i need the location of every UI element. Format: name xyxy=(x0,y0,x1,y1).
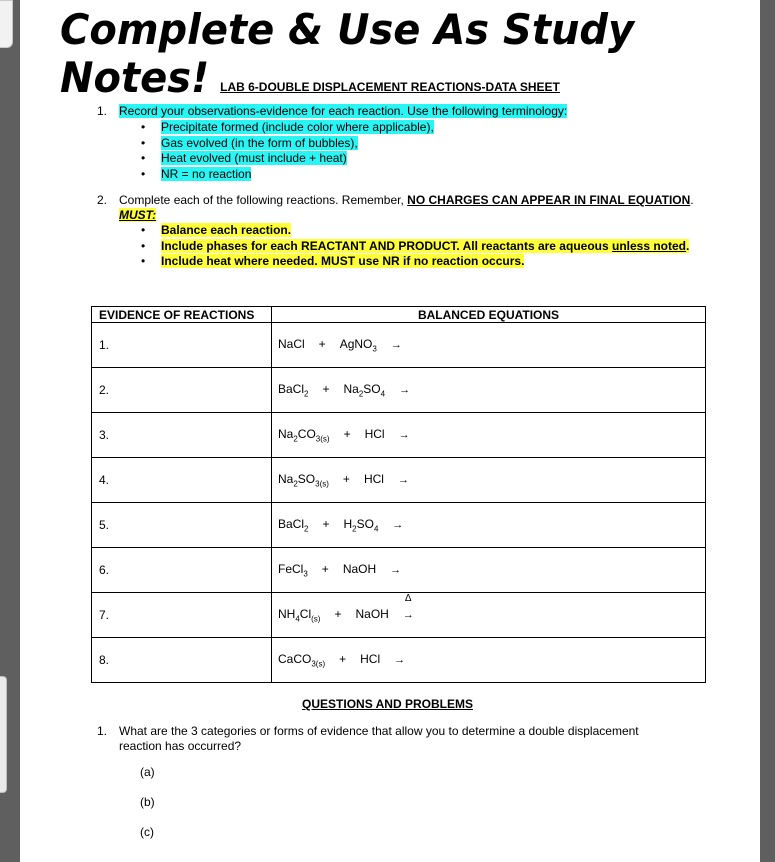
handwritten-heading: Complete & Use As Study Notes! xyxy=(60,6,635,103)
formula-part: NaOH xyxy=(355,606,389,621)
evidence-cell[interactable] xyxy=(92,413,272,458)
equation-cell[interactable] xyxy=(272,593,706,638)
formula-part: SO xyxy=(297,471,316,486)
formula-part: 2 xyxy=(352,524,357,534)
equation-cell[interactable] xyxy=(272,548,706,593)
formula-part: Na xyxy=(343,381,359,396)
header-evidence: EVIDENCE OF REACTIONS xyxy=(92,307,272,323)
table-row xyxy=(92,368,706,413)
instruction1-bullet-1: Precipitate formed (include color where applicable), xyxy=(161,120,434,134)
formula-part: 2 xyxy=(293,434,298,444)
formula-part: HCl xyxy=(360,651,381,666)
equation-cell[interactable] xyxy=(272,638,706,683)
row-number: 2. xyxy=(99,383,110,397)
formula-part: BaCl xyxy=(278,516,305,531)
equation-cell[interactable] xyxy=(272,323,706,368)
table-row xyxy=(92,413,706,458)
table-row xyxy=(92,638,706,683)
q1-line-2: reaction has occurred? xyxy=(119,739,242,753)
arrow-icon: → xyxy=(390,563,402,576)
left-scroll-handle[interactable] xyxy=(0,676,7,793)
row-number: 6. xyxy=(99,563,110,577)
instruction2-bullet-3: Include heat where needed. MUST use NR if no reaction occurs. xyxy=(161,254,525,268)
formula-part xyxy=(402,592,414,621)
formula-part: 2 xyxy=(304,389,309,399)
plus-sign: + xyxy=(321,561,329,576)
arrow-icon: → xyxy=(397,473,409,486)
evidence-cell[interactable] xyxy=(92,368,272,413)
row-number: 3. xyxy=(99,428,110,442)
table-row xyxy=(92,323,706,368)
formula-part: CO xyxy=(297,426,316,441)
arrow-icon: → xyxy=(399,383,411,396)
formula-part: 3 xyxy=(303,569,308,579)
formula-part: 2 xyxy=(358,389,364,399)
table-row xyxy=(92,593,706,638)
must-label: MUST: xyxy=(119,208,157,222)
formula-part: HCl xyxy=(363,471,384,486)
evidence-cell[interactable] xyxy=(92,458,272,503)
q1-number: 1. xyxy=(97,724,108,738)
plus-sign: + xyxy=(343,426,351,441)
plus-sign: + xyxy=(342,471,350,486)
equation-cell[interactable] xyxy=(272,503,706,548)
instruction1-bullet-4: NR = no reaction xyxy=(161,167,252,181)
row-number: 8. xyxy=(99,653,110,667)
instruction2-bullet-2: Include phases for each REACTANT AND PRODUCT. All reactants are aqueous unless noted. xyxy=(161,239,690,253)
formula-part: FeCl xyxy=(278,561,304,576)
formula-part: SO xyxy=(363,381,381,396)
plus-sign: + xyxy=(322,516,330,531)
instruction1-text: Record your observations-evidence for each reaction. Use the following terminology: xyxy=(119,104,568,118)
answer-b: (b) xyxy=(140,795,155,809)
formula-part: 3 xyxy=(372,344,377,354)
formula-part: NaOH xyxy=(342,561,377,576)
instruction1-bullet-3: Heat evolved (must include + heat) xyxy=(161,151,347,165)
arrow-icon: → xyxy=(402,608,414,621)
formula-part: 2 xyxy=(293,479,298,489)
instruction2-number: 2. xyxy=(97,193,108,207)
formula-part: 3(s) xyxy=(315,479,329,489)
left-edge-tab[interactable] xyxy=(0,0,13,48)
formula-part: 4 xyxy=(295,614,300,624)
evidence-cell[interactable] xyxy=(92,593,272,638)
formula-part: AgNO xyxy=(339,336,373,351)
formula-part: NH xyxy=(278,606,296,621)
instruction2-bullet-1: Balance each reaction. xyxy=(161,223,292,237)
reactions-table xyxy=(91,306,706,683)
evidence-cell[interactable] xyxy=(92,638,272,683)
formula-part: 4 xyxy=(380,389,386,399)
row-number: 5. xyxy=(99,518,110,532)
header-equations: BALANCED EQUATIONS xyxy=(272,307,706,323)
evidence-cell[interactable] xyxy=(92,323,272,368)
answer-a: (a) xyxy=(140,765,155,779)
plus-sign: + xyxy=(318,336,326,351)
bullet-icon: • xyxy=(141,120,146,134)
formula-part: CaCO xyxy=(278,651,312,666)
table-row xyxy=(92,503,706,548)
equation-cell[interactable] xyxy=(272,413,706,458)
formula-part: SO xyxy=(356,516,374,531)
q1-line-1: What are the 3 categories or forms of evidence that allow you to determine a double displacement xyxy=(119,724,639,738)
formula-part: (s) xyxy=(311,614,321,624)
formula-part: Cl xyxy=(299,606,312,621)
formula-part: 4 xyxy=(373,524,379,534)
formula-part: H xyxy=(343,516,353,531)
equation-cell[interactable] xyxy=(272,458,706,503)
row-number: 4. xyxy=(99,473,110,487)
heat-delta-icon: Δ xyxy=(404,592,412,604)
doc-title: LAB 6-DOUBLE DISPLACEMENT REACTIONS-DATA SHEET xyxy=(220,80,560,94)
formula-part: Na xyxy=(278,471,294,486)
table-row xyxy=(92,548,706,593)
arrow-icon: → xyxy=(394,653,406,666)
equation-cell[interactable] xyxy=(272,368,706,413)
table-row xyxy=(92,458,706,503)
document-page xyxy=(20,0,760,862)
arrow-icon: → xyxy=(390,338,402,351)
formula-part: BaCl xyxy=(278,381,305,396)
formula-part: 3(s) xyxy=(315,434,330,444)
bullet-icon: • xyxy=(141,151,146,165)
formula-part: 3(s) xyxy=(311,659,326,669)
plus-sign: + xyxy=(322,381,330,396)
bullet-icon: • xyxy=(141,254,146,268)
formula-part: NaCl xyxy=(278,336,305,351)
instruction1-number: 1. xyxy=(97,104,108,118)
instruction1-bullet-2: Gas evolved (in the form of bubbles), xyxy=(161,136,358,150)
formula-part: HCl xyxy=(364,426,385,441)
questions-title: QUESTIONS AND PROBLEMS xyxy=(302,697,473,711)
formula-part: 2 xyxy=(304,524,309,534)
arrow-icon: → xyxy=(398,428,410,441)
evidence-cell[interactable] xyxy=(92,503,272,548)
bullet-icon: • xyxy=(141,167,146,181)
formula-part: Na xyxy=(278,426,294,441)
arrow-icon: → xyxy=(392,518,404,531)
instruction2-text: Complete each of the following reactions. Remember, NO CHARGES CAN APPEAR IN FINAL EQUATION. xyxy=(119,193,694,207)
bullet-icon: • xyxy=(141,136,146,150)
row-number: 1. xyxy=(99,338,110,352)
evidence-cell[interactable] xyxy=(92,548,272,593)
bullet-icon: • xyxy=(141,239,146,253)
answer-c: (c) xyxy=(140,825,154,839)
bullet-icon: • xyxy=(141,223,146,237)
row-number: 7. xyxy=(99,608,110,622)
plus-sign: + xyxy=(339,651,347,666)
plus-sign: + xyxy=(334,606,342,621)
